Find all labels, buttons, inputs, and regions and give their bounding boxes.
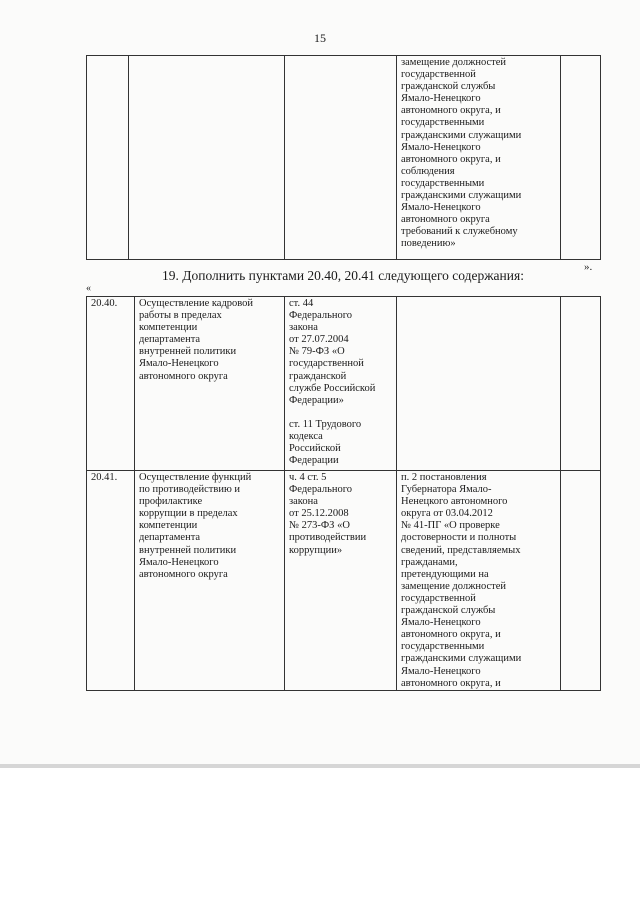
regional-act-text: замещение должностей государственной гражданской службы Ямало-Ненецкого автономного округа, и государственными гражданскими служащими Ямало-Ненецкого автономного округа, и соблюдения государственными гражданскими служащими Ямало-Ненецкого автономного округа требований к служебному поведению»: [401, 57, 522, 250]
function-text: Осуществление функций по противодействию и профилактике коррупции в пределах компетенции департамента внутренней политики Ямало-Ненецкого автономного округа: [139, 472, 252, 580]
function-cell: [135, 471, 285, 691]
regional-act-cell: [397, 471, 561, 691]
closing-quote: ».: [584, 261, 593, 273]
function-cell: [135, 297, 285, 471]
item-number: 20.40.: [91, 298, 118, 309]
table-cell: [87, 56, 129, 260]
regional-act-text: п. 2 постановления Губернатора Ямало- Ненецкого автономного округа от 03.04.2012 № 41-ПГ «О проверке достоверности и полноты сведений, представляемых гражданами, претендующими на замещение должностей государственной гражданской службы Ямало-Ненецкого автономного округа, и государственными гражданскими служащими Ямало-Ненецкого автономного округа, и: [401, 472, 522, 689]
legal-basis-text: ст. 44 Федерального закона от 27.07.2004 № 79-ФЗ «О государственной гражданской службе Российской Федерации» ст. 11 Трудового кодекса Российской Федерации: [289, 298, 376, 467]
table-cell: [129, 56, 285, 260]
basis-cell: [285, 297, 397, 471]
basis-cell: [285, 471, 397, 691]
legal-basis-text: ч. 4 ст. 5 Федерального закона от 25.12.2008 № 273-ФЗ «О противодействии коррупции»: [289, 472, 367, 556]
table-row: [87, 56, 601, 260]
table-row: [87, 297, 601, 471]
item-number-cell: [87, 297, 135, 471]
opening-quote: «: [86, 283, 91, 294]
functions-table: [86, 296, 601, 691]
table-cell: [561, 56, 601, 260]
page-number: 15: [314, 31, 326, 45]
item-number: 20.41.: [91, 472, 118, 483]
continued-table: [86, 55, 601, 260]
section-heading: 19. Дополнить пунктами 20.40, 20.41 следующего содержания:: [162, 268, 524, 283]
table-cell: [397, 56, 561, 260]
regional-act-cell: [397, 297, 561, 471]
item-number-cell: [87, 471, 135, 691]
function-text: Осуществление кадровой работы в пределах компетенции департамента внутренней политики Ямало-Ненецкого автономного округа: [139, 298, 254, 382]
table-row: [87, 471, 601, 691]
table-cell: [561, 297, 601, 471]
table-cell: [285, 56, 397, 260]
table-cell: [561, 471, 601, 691]
page-edge: [0, 764, 640, 768]
